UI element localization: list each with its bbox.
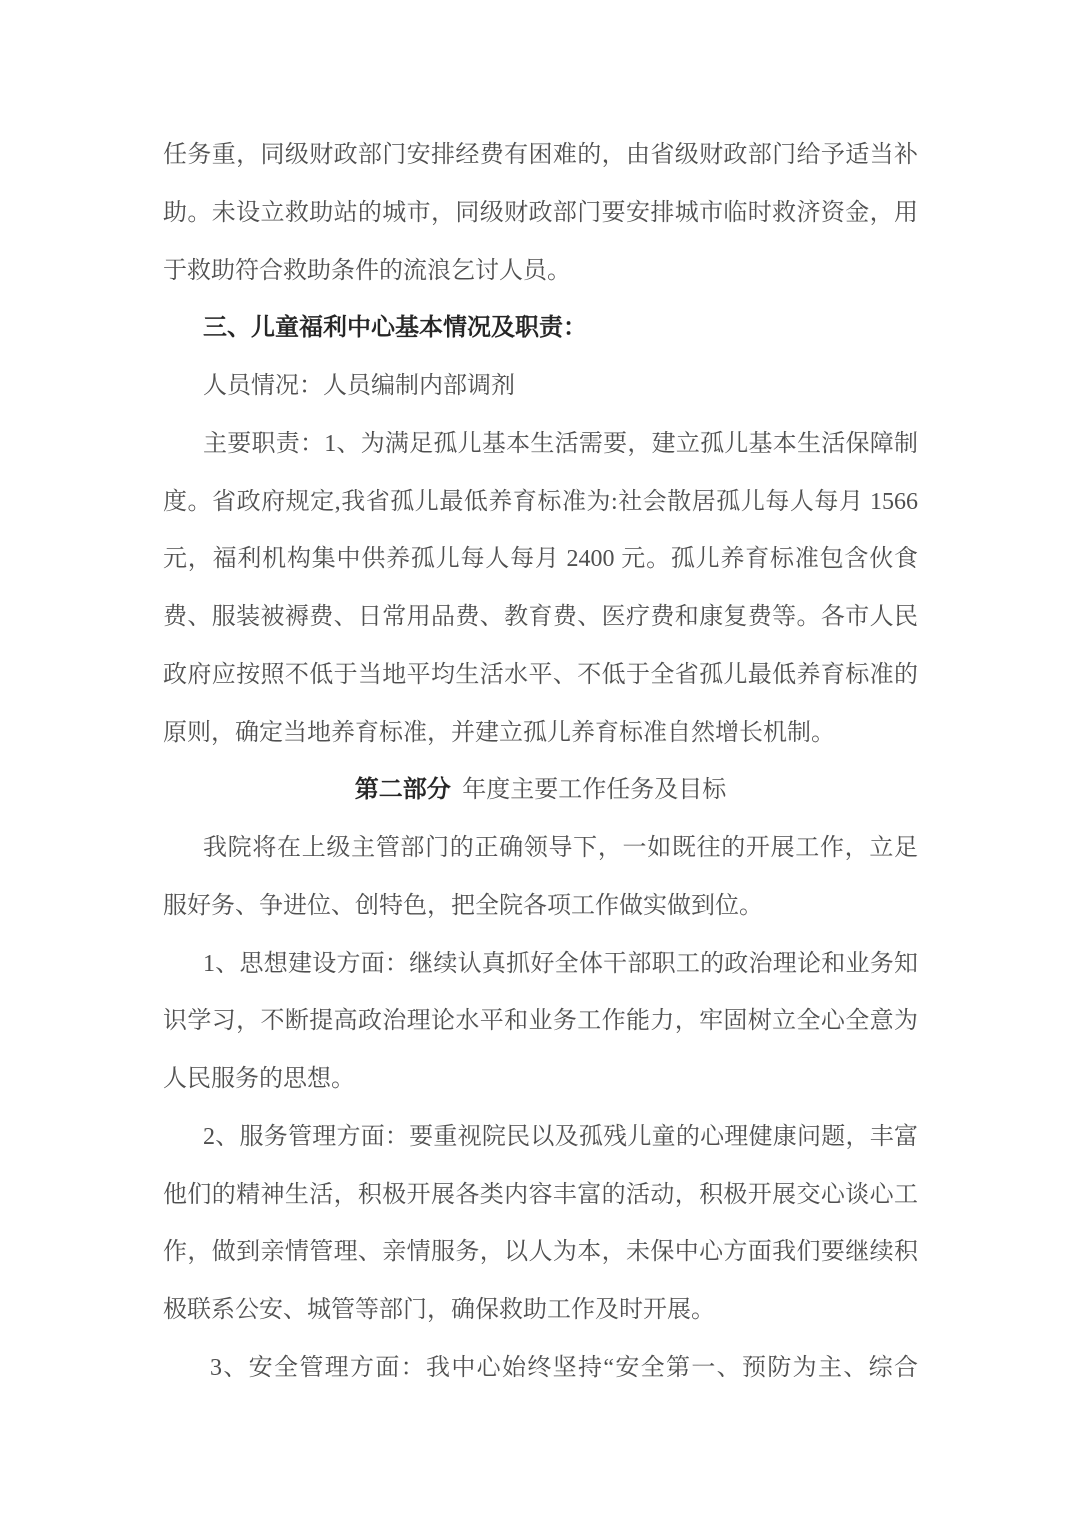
body-line: 识学习，不断提高政治理论水平和业务工作能力，牢固树立全心全意为 [163,1008,918,1035]
body-line: 任务重，同级财政部门安排经费有困难的，由省级财政部门给予适当补 [163,142,918,168]
body-line: 作，做到亲情管理、亲情服务，以人为本，未保中心方面我们要继续积 [163,1239,918,1266]
body-line: 度。省政府规定,我省孤儿最低养育标准为:社会散居孤儿每人每月 1566 [163,488,918,515]
body-line: 助。未设立救助站的城市，同级财政部门要安排城市临时救济资金，用 [163,199,918,226]
body-line: 服好务、争进位、创特色，把全院各项工作做实做到位。 [163,892,763,919]
body-line: 元，福利机构集中供养孤儿每人每月 2400 元。孤儿养育标准包含伙食 [163,546,918,573]
section-heading: 三、儿童福利中心基本情况及职责： [203,315,587,342]
body-line: 于救助符合救助条件的流浪乞讨人员。 [163,257,571,284]
body-line: 3、安全管理方面：我中心始终坚持“安全第一、预防为主、综合 [210,1354,918,1381]
body-line: 人民服务的思想。 [163,1066,355,1092]
body-line: 我院将在上级主管部门的正确领导下，一如既往的开展工作，立足 [203,835,918,861]
body-line: 人员情况：人员编制内部调剂 [203,373,515,399]
part2-label: 第二部分 [354,777,451,804]
body-line: 1、思想建设方面：继续认真抓好全体干部职工的政治理论和业务知 [203,950,918,977]
body-line: 原则，确定当地养育标准，并建立孤儿养育标准自然增长机制。 [163,719,835,746]
body-line: 主要职责：1、为满足孤儿基本生活需要，建立孤儿基本生活保障制 [203,430,918,457]
body-line: 政府应按照不低于当地平均生活水平、不低于全省孤儿最低养育标准的 [163,661,918,688]
part2-heading [163,762,918,820]
document-body [163,127,918,1398]
body-line: 2、服务管理方面：要重视院民以及孤残儿童的心理健康问题，丰富 [203,1123,918,1150]
part2-title: 年度主要工作任务及目标 [462,777,727,804]
body-line: 他们的精神生活，积极开展各类内容丰富的活动，积极开展交心谈心工 [163,1181,918,1208]
body-line: 极联系公安、城管等部门，确保救助工作及时开展。 [163,1297,715,1323]
body-line: 费、服装被褥费、日常用品费、教育费、医疗费和康复费等。各市人民 [163,604,918,630]
